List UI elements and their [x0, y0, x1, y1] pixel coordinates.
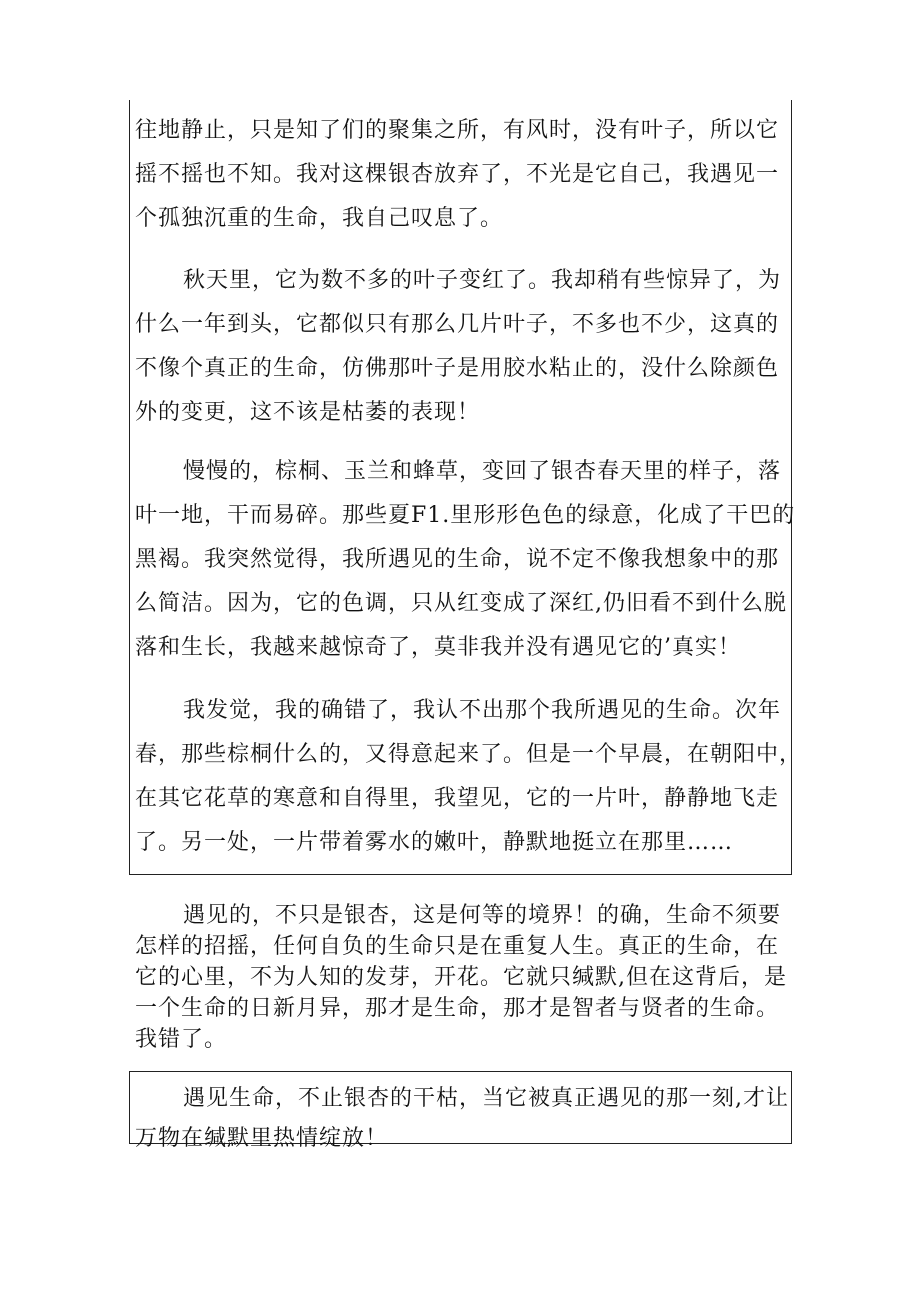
text-line: 在其它花草的寒意和自得里，我望见，它的一片叶，静静地飞走 — [135, 786, 780, 811]
text-line: 什么一年到头，它都似只有那么几片叶子，不多也不少，这真的 — [135, 312, 780, 337]
text-line: 叶一地，干而易碎。那些夏F1.里形形色色的绿意，化成了干巴的 — [135, 503, 796, 528]
text-line: 落和生长，我越来越惊奇了，莫非我并没有遇见它的’真实！ — [135, 635, 741, 660]
text-line: 了。另一处，一片带着雾水的嫩叶，静默地挺立在那里…… — [135, 830, 734, 855]
text-line: 一个生命的日新月异，那才是生命，那才是智者与贤者的生命。 — [135, 996, 780, 1021]
text-line: 怎样的招摇，任何自负的生命只是在重复人生。真正的生命，在 — [135, 934, 780, 959]
text-line: 个孤独沉重的生命，我自己叹息了。 — [135, 206, 504, 231]
paragraph-3 — [135, 450, 795, 670]
text-line: 秋天里，它为数不多的叶子变红了。我却稍有些惊异了，为 — [183, 268, 782, 293]
text-line: 我错了。 — [135, 1027, 228, 1052]
paragraph-1 — [135, 109, 779, 241]
text-line: 遇见生命，不止银杏的干枯，当它被真正遇见的那一刻,才让 — [183, 1086, 789, 1111]
text-line: 往地静止，只是知了们的聚集之所，有风时，没有叶子，所以它 — [135, 118, 780, 143]
text-line: 我发觉，我的确错了，我认不出那个我所遇见的生命。次年 — [183, 698, 782, 723]
paragraph-4 — [135, 689, 802, 865]
paragraph-5 — [135, 900, 787, 1055]
text-line: 黑褐。我突然觉得，我所遇见的生命，说不定不像我想象中的那 — [135, 547, 780, 572]
text-line: 慢慢的，棕桐、玉兰和蜂草，变回了银杏春天里的样子，落 — [183, 459, 782, 484]
text-line: 么简洁。因为，它的色调，只从红变成了深红,仍旧看不到什么脱 — [135, 591, 787, 616]
paragraph-6 — [135, 1079, 789, 1159]
text-line: 它的心里，不为人知的发芽，开花。它就只缄默,但在这背后，是 — [135, 965, 787, 990]
paragraph-2 — [135, 259, 781, 435]
text-line: 外的变更，这不该是枯萎的表现！ — [135, 400, 481, 425]
text-line: 万物在缄默里热情绽放！ — [135, 1126, 389, 1151]
text-line: 春，那些棕桐什么的，又得意起来了。但是一个早晨，在朝阳中， — [135, 742, 803, 767]
text-line: 不像个真正的生命，仿佛那叶子是用胶水粘止的，没什么除颜色 — [135, 356, 780, 381]
text-line: 摇不摇也不知。我对这棵银杏放弃了，不光是它自己，我遇见一 — [135, 162, 780, 187]
text-line: 遇见的，不只是银杏，这是何等的境界！的确，生命不须要 — [183, 903, 782, 928]
